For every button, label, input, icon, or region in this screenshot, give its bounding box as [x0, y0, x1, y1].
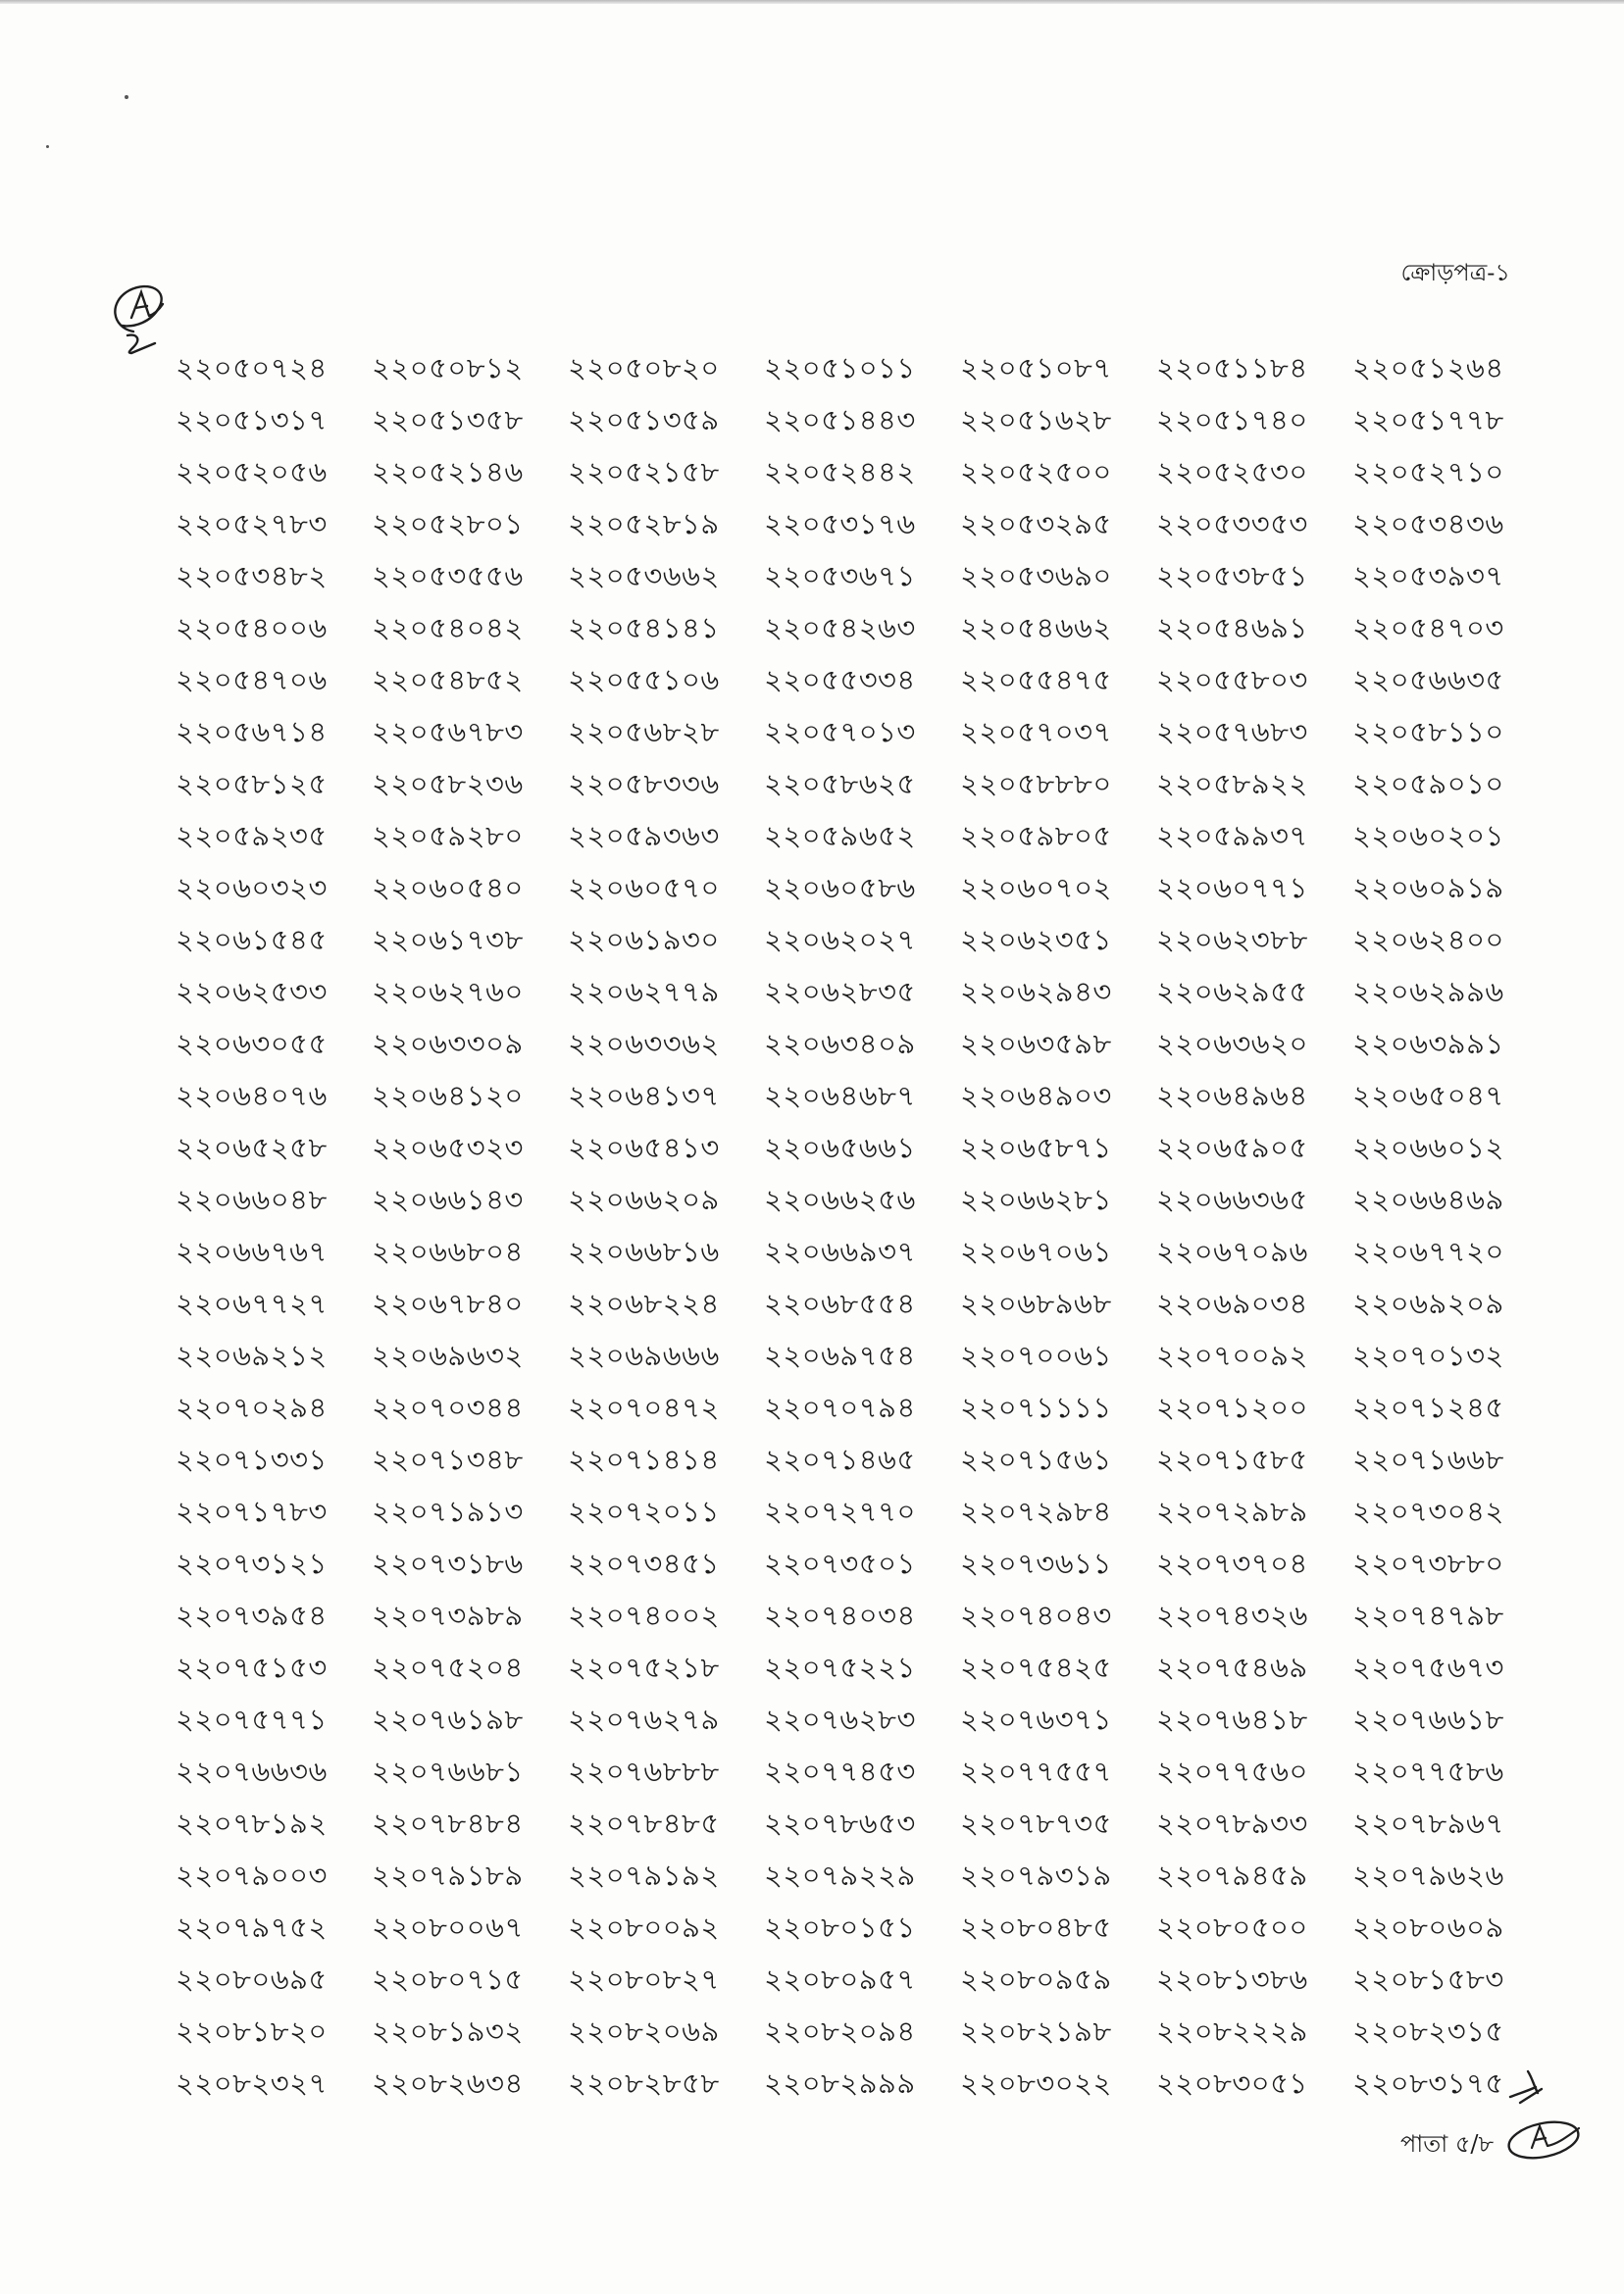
- roll-number: ২২০৬৬০১২: [1352, 1131, 1504, 1164]
- roll-number: ২২০৭১৭৮৩: [176, 1495, 328, 1528]
- roll-number: ২২০৭৭৪৫৩: [764, 1755, 916, 1788]
- roll-number: ২২০৭৩৫০১: [764, 1547, 916, 1580]
- table-row: [176, 1436, 1548, 1488]
- roll-number: ২২০৬৭০৯৬: [1156, 1235, 1308, 1268]
- roll-number: ২২০৭৩৪৫১: [568, 1547, 720, 1580]
- roll-number: ২২০৬৯৬৬৬: [568, 1339, 720, 1372]
- roll-number: ২২০৬৬৮১৬: [568, 1235, 720, 1268]
- roll-number: ২২০৫২১৫৮: [568, 455, 720, 488]
- roll-number: ২২০৬২৯৫৫: [1156, 975, 1308, 1008]
- table-row: [176, 1852, 1548, 1904]
- roll-number: ২২০৮০৯৫৭: [764, 1963, 916, 1996]
- table-row: [176, 656, 1548, 708]
- roll-number: ২২০৭১৯১৩: [372, 1495, 524, 1528]
- roll-number: ২২০৫৮৬২৫: [764, 767, 916, 800]
- roll-number: ২২০৭৫৬৭৩: [1352, 1651, 1504, 1684]
- roll-number: ২২০৬৯০৩৪: [1156, 1287, 1308, 1320]
- roll-number: ২২০৫৯২৮০: [372, 819, 524, 852]
- roll-number: ২২০৬৬৯৩৭: [764, 1235, 916, 1268]
- roll-number: ২২০৮১৫৮৩: [1352, 1963, 1504, 1996]
- roll-number: ২২০৭৮৪৮৫: [568, 1807, 720, 1840]
- roll-number: ২২০৮১৮২০: [176, 2014, 328, 2048]
- table-row: [176, 760, 1548, 812]
- roll-number: ২২০৬৪৯০৩: [960, 1079, 1112, 1112]
- roll-number: ২২০৬১৫৪৫: [176, 923, 328, 956]
- roll-number: ২২০৫৮৮৮০: [960, 767, 1112, 800]
- roll-number: ২২০৫১৬২৮: [960, 403, 1112, 436]
- roll-number: ২২০৬০৭০২: [960, 871, 1112, 904]
- roll-number: ২২০৭১৩৩১: [176, 1443, 328, 1476]
- table-row: [176, 1592, 1548, 1644]
- table-row: [176, 916, 1548, 968]
- table-row: [176, 1904, 1548, 1956]
- roll-number: ২২০৬৪৬৮৭: [764, 1079, 916, 1112]
- roll-number: ২২০৬৮৫৫৪: [764, 1287, 916, 1320]
- table-row: [176, 1124, 1548, 1176]
- roll-number: ২২০৬২৫৩৩: [176, 975, 328, 1008]
- roll-number: ২২০৫২৮০১: [372, 507, 524, 540]
- roll-number: ২২০৬৬৪৬৯: [1352, 1183, 1504, 1216]
- roll-number: ২২০৭৬২৮৩: [764, 1703, 916, 1736]
- roll-number: ২২০৬২৩৫১: [960, 923, 1112, 956]
- roll-number: ২২০৭৪০৩৪: [764, 1599, 916, 1632]
- roll-number: ২২০৫১১৮৪: [1156, 351, 1308, 384]
- roll-number: ২২০৮২৮৫৮: [568, 2066, 720, 2100]
- roll-number: ২২০৬৭৭২৭: [176, 1287, 328, 1320]
- roll-number: ২২০৫৩৩৫৩: [1156, 507, 1308, 540]
- roll-number: ২২০৫৫১০৬: [568, 663, 720, 696]
- roll-number: ২২০৫৪৭০৬: [176, 663, 328, 696]
- roll-number: ২২০৭০০৬১: [960, 1339, 1112, 1372]
- roll-number: ২২০৮২২২৯: [1156, 2014, 1308, 2048]
- roll-number: ২২০৭৯৪৫৯: [1156, 1859, 1308, 1892]
- roll-number: ২২০৭৩১৮৬: [372, 1547, 524, 1580]
- roll-number: ২২০৫৩৬৯০: [960, 559, 1112, 592]
- table-row: [176, 2008, 1548, 2060]
- roll-number: ২২০৭৬৬৩৬: [176, 1755, 328, 1788]
- roll-number: ২২০৭৯১৮৯: [372, 1859, 524, 1892]
- roll-number: ২২০৫৩৪৩৬: [1352, 507, 1504, 540]
- roll-number: ২২০৬১৯৩০: [568, 923, 720, 956]
- table-row: [176, 968, 1548, 1020]
- roll-number: ২২০৫৫৪৭৫: [960, 663, 1112, 696]
- roll-number: ২২০৫৪৭০৩: [1352, 611, 1504, 644]
- roll-number: ২২০৫৩৬৭১: [764, 559, 916, 592]
- roll-number: ২২০৫৫৩৩৪: [764, 663, 916, 696]
- roll-number: ২২০৭৩৯৮৯: [372, 1599, 524, 1632]
- roll-number: ২২০৬৫৮৭১: [960, 1131, 1112, 1164]
- roll-number: ২২০৫২৭৮৩: [176, 507, 328, 540]
- roll-number: ২২০৫১৩১৭: [176, 403, 328, 436]
- roll-number: ২২০৫০৭২৪: [176, 351, 328, 384]
- roll-number: ২২০৫৩৬৬২: [568, 559, 720, 592]
- roll-number: ২২০৭৮১৯২: [176, 1807, 328, 1840]
- roll-number: ২২০৫৩৮৫১: [1156, 559, 1308, 592]
- roll-number: ২২০৫৪৬৬২: [960, 611, 1112, 644]
- roll-number: ২২০৬৪০৭৬: [176, 1079, 328, 1112]
- roll-number: ২২০৫১৩৫৯: [568, 403, 720, 436]
- roll-number: ২২০৮০১৫১: [764, 1911, 916, 1944]
- roll-number: ২২০৬৬২৮১: [960, 1183, 1112, 1216]
- roll-number: ২২০৭৯৭৫২: [176, 1911, 328, 1944]
- roll-number: ২২০৮২৬৩৪: [372, 2066, 524, 2100]
- table-row: [176, 1956, 1548, 2008]
- roll-number: ২২০৭৫২১৮: [568, 1651, 720, 1684]
- roll-number: ২২০৬০৫৮৬: [764, 871, 916, 904]
- roll-number: ২২০৬১৭৩৮: [372, 923, 524, 956]
- roll-number: ২২০৫৯০১০: [1352, 767, 1504, 800]
- table-row: [176, 1540, 1548, 1592]
- roll-number: ২২০৭০২৯৪: [176, 1391, 328, 1424]
- table-row: [176, 1384, 1548, 1436]
- roll-number: ২২০৫৪০৪২: [372, 611, 524, 644]
- roll-number-table: [176, 344, 1548, 2112]
- roll-number: ২২০৭৫২২১: [764, 1651, 916, 1684]
- roll-number: ২২০৭১৪৬৫: [764, 1443, 916, 1476]
- roll-number: ২২০৫৪২৬৩: [764, 611, 916, 644]
- roll-number: ২২০৮০৯৫৯: [960, 1963, 1112, 1996]
- roll-number: ২২০৬৫৬৬১: [764, 1131, 916, 1164]
- roll-number: ২২০৭৪৭৯৮: [1352, 1599, 1504, 1632]
- roll-number: ২২০৭৯০০৩: [176, 1859, 328, 1892]
- roll-number: ২২০৫৩৪৮২: [176, 559, 328, 592]
- roll-number: ২২০৬৬৭৬৭: [176, 1235, 328, 1268]
- roll-number: ২২০৫৮১১০: [1352, 715, 1504, 748]
- roll-number: ২২০৫১৩৫৮: [372, 403, 524, 436]
- table-row: [176, 500, 1548, 552]
- roll-number: ২২০৭৩৬১১: [960, 1547, 1112, 1580]
- roll-number: ২২০৭৫২০৪: [372, 1651, 524, 1684]
- roll-number: ২২০৬২০২৭: [764, 923, 916, 956]
- roll-number: ২২০৮০০৯২: [568, 1911, 720, 1944]
- roll-number: ২২০৬০৭৭১: [1156, 871, 1308, 904]
- roll-number: ২২০৬৩৫৯৮: [960, 1027, 1112, 1060]
- roll-number: ২২০৬০৩২৩: [176, 871, 328, 904]
- roll-number: ২২০৭৮৪৮৪: [372, 1807, 524, 1840]
- roll-number: ২২০৫৯৯৩৭: [1156, 819, 1308, 852]
- roll-number: ২২০৮১৩৮৬: [1156, 1963, 1308, 1996]
- roll-number: ২২০৫৪৬৯১: [1156, 611, 1308, 644]
- roll-number: ২২০৭১৪১৪: [568, 1443, 720, 1476]
- table-row: [176, 1800, 1548, 1852]
- roll-number: ২২০৭৫৪২৫: [960, 1651, 1112, 1684]
- roll-number: ২২০৫২৫০০: [960, 455, 1112, 488]
- table-row: [176, 344, 1548, 396]
- table-row: [176, 1020, 1548, 1072]
- roll-number: ২২০৫১৭৭৮: [1352, 403, 1504, 436]
- roll-number: ২২০৬৬২০৯: [568, 1183, 720, 1216]
- roll-number: ২২০৫৬৭১৪: [176, 715, 328, 748]
- roll-number: ২২০৭৩৮৮০: [1352, 1547, 1504, 1580]
- roll-number: ২২০৬৯৭৫৪: [764, 1339, 916, 1372]
- roll-number: ২২০৭৭৫৮৬: [1352, 1755, 1504, 1788]
- table-row: [176, 812, 1548, 864]
- roll-number: ২২০৬৭৮৪০: [372, 1287, 524, 1320]
- scan-speck: [46, 145, 49, 148]
- roll-number: ২২০৬৫৯০৫: [1156, 1131, 1308, 1164]
- roll-number: ২২০৫৭৬৮৩: [1156, 715, 1308, 748]
- roll-number: ২২০৫৮২৩৬: [372, 767, 524, 800]
- roll-number: ২২০৬০৫৭০: [568, 871, 720, 904]
- roll-number: ২২০৫৪১৪১: [568, 611, 720, 644]
- table-row: [176, 1280, 1548, 1332]
- roll-number: ২২০৬৩০৫৫: [176, 1027, 328, 1060]
- roll-number: ২২০৬২৪০০: [1352, 923, 1504, 956]
- roll-number: ২২০৬৯২১২: [176, 1339, 328, 1372]
- roll-number: ২২০৫৯২৩৫: [176, 819, 328, 852]
- signature-initials-bottom: [1498, 2064, 1592, 2167]
- roll-number: ২২০৭৬২৭৯: [568, 1703, 720, 1736]
- roll-number: ২২০৮২৩২৭: [176, 2066, 328, 2100]
- roll-number: ২২০৬৫৪১৩: [568, 1131, 720, 1164]
- roll-number: ২২০৫১২৬৪: [1352, 351, 1504, 384]
- roll-number: ২২০৫৫৮০৩: [1156, 663, 1308, 696]
- roll-number: ২২০৭৩৯৫৪: [176, 1599, 328, 1632]
- roll-number: ২২০৭০১৩২: [1352, 1339, 1504, 1372]
- roll-number: ২২০৫২৭১০: [1352, 455, 1504, 488]
- roll-number: ২২০৮০৬০৯: [1352, 1911, 1504, 1944]
- roll-number: ২২০৮৩১৭৫: [1352, 2066, 1504, 2100]
- table-row: [176, 396, 1548, 448]
- roll-number: ২২০৫৮১২৫: [176, 767, 328, 800]
- table-row: [176, 1228, 1548, 1280]
- roll-number: ২২০৭২৯৮৪: [960, 1495, 1112, 1528]
- roll-number: ২২০৭৪৩২৬: [1156, 1599, 1308, 1632]
- roll-number: ২২০৮২০৬৯: [568, 2014, 720, 2048]
- roll-number: ২২০৮৩০২২: [960, 2066, 1112, 2100]
- roll-number: ২২০৭৬৬১৮: [1352, 1703, 1504, 1736]
- roll-number: ২২০৫৯৩৬৩: [568, 819, 720, 852]
- roll-number: ২২০৭২৭৭০: [764, 1495, 916, 1528]
- roll-number: ২২০৭৮৯৩৩: [1156, 1807, 1308, 1840]
- table-row: [176, 1488, 1548, 1540]
- roll-number: ২২০৭৪০৪৩: [960, 1599, 1112, 1632]
- roll-number: ২২০৬৫৩২৩: [372, 1131, 524, 1164]
- roll-number: ২২০৬৩৯৯১: [1352, 1027, 1504, 1060]
- roll-number: ২২০৫১০১১: [764, 351, 916, 384]
- roll-number: ২২০৬০২০১: [1352, 819, 1504, 852]
- roll-number: ২২০৫২৫৩০: [1156, 455, 1308, 488]
- roll-number: ২২০৫৩৫৫৬: [372, 559, 524, 592]
- table-row: [176, 864, 1548, 916]
- roll-number: ২২০৮২১৯৮: [960, 2014, 1112, 2048]
- roll-number: ২২০৬৪৯৬৪: [1156, 1079, 1308, 1112]
- table-row: [176, 1748, 1548, 1800]
- roll-number: ২২০৭১৩৪৮: [372, 1443, 524, 1476]
- roll-number: ২২০৮০৬৯৫: [176, 1963, 328, 1996]
- roll-number: ২২০৭০৩৪৪: [372, 1391, 524, 1424]
- roll-number: ২২০৬২৭৬০: [372, 975, 524, 1008]
- roll-number: ২২০৬৪১২০: [372, 1079, 524, 1112]
- roll-number: ২২০৬৬০৪৮: [176, 1183, 328, 1216]
- roll-number: ২২০৭৫১৫৩: [176, 1651, 328, 1684]
- roll-number: ২২০৭৩০৪২: [1352, 1495, 1504, 1528]
- roll-number: ২২০৭৭৫৫৭: [960, 1755, 1112, 1788]
- roll-number: ২২০৫১৪৪৩: [764, 403, 916, 436]
- roll-number: ২২০৫৬৭৮৩: [372, 715, 524, 748]
- roll-number: ২২০৬০৫৪০: [372, 871, 524, 904]
- roll-number: ২২০৭৯২২৯: [764, 1859, 916, 1892]
- table-row: [176, 1176, 1548, 1228]
- roll-number: ২২০৭৩১২১: [176, 1547, 328, 1580]
- roll-number: ২২০৬৬৩৬৫: [1156, 1183, 1308, 1216]
- roll-number: ২২০৮০৫০০: [1156, 1911, 1308, 1944]
- table-row: [176, 1644, 1548, 1696]
- roll-number: ২২০৫২৪৪২: [764, 455, 916, 488]
- roll-number: ২২০৫০৮১২: [372, 351, 524, 384]
- roll-number: ২২০৬৮২২৪: [568, 1287, 720, 1320]
- roll-number: ২২০৫২০৫৬: [176, 455, 328, 488]
- roll-number: ২২০৭৬৮৮৮: [568, 1755, 720, 1788]
- roll-number: ২২০৫৩১৭৬: [764, 507, 916, 540]
- roll-number: ২২০৫৪০০৬: [176, 611, 328, 644]
- roll-number: ২২০৮২৯৯৯: [764, 2066, 916, 2100]
- roll-number: ২২০৭০৭৯৪: [764, 1391, 916, 1424]
- scan-speck: [125, 95, 128, 99]
- roll-number: ২২০৫৯৬৫২: [764, 819, 916, 852]
- roll-number: ২২০৫০৮২০: [568, 351, 720, 384]
- roll-number: ২২০৬২৩৮৮: [1156, 923, 1308, 956]
- roll-number: ২২০৬৩৩০৯: [372, 1027, 524, 1060]
- roll-number: ২২০৬৯৬৩২: [372, 1339, 524, 1372]
- roll-number: ২২০৬৩৬২০: [1156, 1027, 1308, 1060]
- roll-number: ২২০৫৬৬৩৫: [1352, 663, 1504, 696]
- roll-number: ২২০৫৩৯৩৭: [1352, 559, 1504, 592]
- roll-number: ২২০৭৮৯৬৭: [1352, 1807, 1504, 1840]
- roll-number: ২২০৫৮৩৩৬: [568, 767, 720, 800]
- roll-number: ২২০৭৬৬৮১: [372, 1755, 524, 1788]
- roll-number: ২২০৮৩০৫১: [1156, 2066, 1308, 2100]
- roll-number: ২২০৬২৯৪৩: [960, 975, 1112, 1008]
- annex-label: ক্রোড়পত্র-১: [1400, 259, 1510, 286]
- roll-number: ২২০৭৭৫৬০: [1156, 1755, 1308, 1788]
- roll-number: ২২০৭১৫৮৫: [1156, 1443, 1308, 1476]
- roll-number: ২২০৭৩৭০৪: [1156, 1547, 1308, 1580]
- roll-number: ২২০৫১৭৪০: [1156, 403, 1308, 436]
- roll-number: ২২০৮০৮২৭: [568, 1963, 720, 1996]
- roll-number: ২২০৮০৭১৫: [372, 1963, 524, 1996]
- roll-number: ২২০৫৪৮৫২: [372, 663, 524, 696]
- roll-number: ২২০৫১০৮৭: [960, 351, 1112, 384]
- roll-number: ২২০৬৫২৫৮: [176, 1131, 328, 1164]
- roll-number: ২২০৭১১১১: [960, 1391, 1112, 1424]
- roll-number: ২২০৮২০৯৪: [764, 2014, 916, 2048]
- roll-number: ২২০৬৮৯৬৮: [960, 1287, 1112, 1320]
- roll-number: ২২০৫৭০১৩: [764, 715, 916, 748]
- roll-number: ২২০৬০৯১৯: [1352, 871, 1504, 904]
- roll-number: ২২০৭৯৬২৬: [1352, 1859, 1504, 1892]
- roll-number: ২২০৫২৮১৯: [568, 507, 720, 540]
- roll-number: ২২০৬৬১৪৩: [372, 1183, 524, 1216]
- roll-number: ২২০৭৮৭৩৫: [960, 1807, 1112, 1840]
- roll-number: ২২০৭৮৬৫৩: [764, 1807, 916, 1840]
- roll-number: ২২০৫৮৯২২: [1156, 767, 1308, 800]
- roll-number: ২২০৭০০৯২: [1156, 1339, 1308, 1372]
- table-row: [176, 552, 1548, 604]
- roll-number: ২২০৬৯২০৯: [1352, 1287, 1504, 1320]
- roll-number: ২২০৬৭০৬১: [960, 1235, 1112, 1268]
- roll-number: ২২০৭৪০০২: [568, 1599, 720, 1632]
- roll-number: ২২০৫৯৮০৫: [960, 819, 1112, 852]
- roll-number: ২২০৭১২০০: [1156, 1391, 1308, 1424]
- roll-number: ২২০৬৩৩৬২: [568, 1027, 720, 1060]
- roll-number: ২২০৬৩৪০৯: [764, 1027, 916, 1060]
- table-row: [176, 1072, 1548, 1124]
- roll-number: ২২০৭১৬৬৮: [1352, 1443, 1504, 1476]
- roll-number: ২২০৫৩২৯৫: [960, 507, 1112, 540]
- table-row: [176, 1332, 1548, 1384]
- roll-number: ২২০৮০৪৮৫: [960, 1911, 1112, 1944]
- roll-number: ২২০৬৫০৪৭: [1352, 1079, 1504, 1112]
- roll-number: ২২০৫৬৮২৮: [568, 715, 720, 748]
- roll-number: ২২০৭৬৩৭১: [960, 1703, 1112, 1736]
- roll-number: ২২০৫৭০৩৭: [960, 715, 1112, 748]
- roll-number: ২২০৭৬৪১৮: [1156, 1703, 1308, 1736]
- roll-number: ২২০৭৯১৯২: [568, 1859, 720, 1892]
- roll-number: ২২০৬৭৭২০: [1352, 1235, 1504, 1268]
- roll-number: ২২০৭৫৭৭১: [176, 1703, 328, 1736]
- table-row: [176, 604, 1548, 656]
- roll-number: ২২০৭৫৪৬৯: [1156, 1651, 1308, 1684]
- roll-number: ২২০৭১২৪৫: [1352, 1391, 1504, 1424]
- table-row: [176, 2060, 1548, 2112]
- roll-number: ২২০৫২১৪৬: [372, 455, 524, 488]
- roll-number: ২২০৬৬৮০৪: [372, 1235, 524, 1268]
- table-row: [176, 448, 1548, 500]
- roll-number: ২২০৮১৯৩২: [372, 2014, 524, 2048]
- table-row: [176, 708, 1548, 760]
- roll-number: ২২০৬৬২৫৬: [764, 1183, 916, 1216]
- roll-number: ২২০৭২৯৮৯: [1156, 1495, 1308, 1528]
- roll-number: ২২০৮২৩১৫: [1352, 2014, 1504, 2048]
- page-number: পাতা ৫/৮: [1400, 2130, 1495, 2158]
- roll-number: ২২০৬২৮৩৫: [764, 975, 916, 1008]
- table-row: [176, 1696, 1548, 1748]
- roll-number: ২২০৭১৫৬১: [960, 1443, 1112, 1476]
- roll-number: ২২০৭৯৩১৯: [960, 1859, 1112, 1892]
- roll-number: ২২০৮০০৬৭: [372, 1911, 524, 1944]
- roll-number: ২২০৭০৪৭২: [568, 1391, 720, 1424]
- roll-number: ২২০৭২০১১: [568, 1495, 720, 1528]
- roll-number: ২২০৬২৯৯৬: [1352, 975, 1504, 1008]
- scan-edge: [0, 0, 1624, 4]
- roll-number: ২২০৭৬১৯৮: [372, 1703, 524, 1736]
- roll-number: ২২০৬৪১৩৭: [568, 1079, 720, 1112]
- roll-number: ২২০৬২৭৭৯: [568, 975, 720, 1008]
